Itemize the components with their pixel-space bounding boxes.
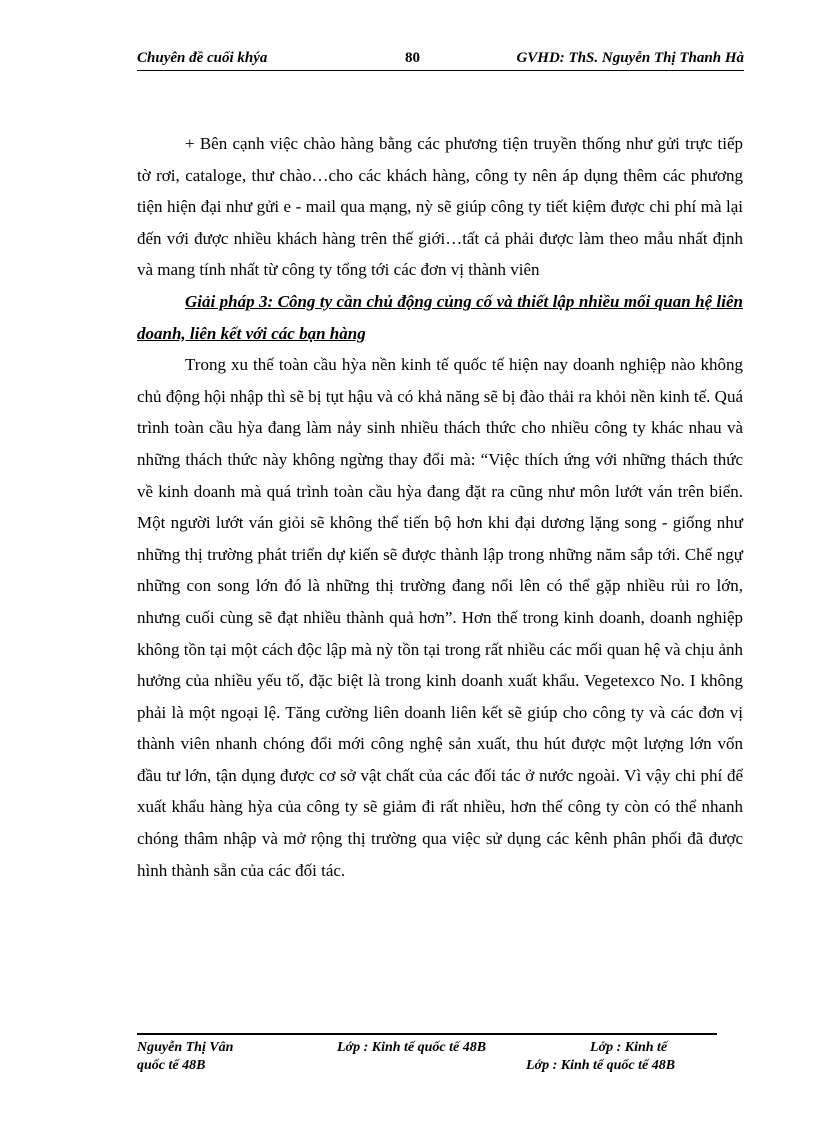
page-footer [137,1040,717,1080]
page-header [137,48,744,71]
paragraph-2: Trong xu thế toàn cầu hỳa nền kinh tế quốc tế hiện nay doanh nghiệp nào không chủ động hội nhập thì sẽ bị tụt hậu và có khả năng sẽ bị đào thải ra khỏi nền kinh tế. Quá trình toàn cầu hỳa đang làm nảy sinh nhiều thách thức cho nhiều công ty khác nhau và những thách thức này không ngừng thay đổi mà: “Việc thích ứng với những thách thức về kinh doanh mà quá trình toàn cầu hỳa đang đặt ra cũng như môn lướt ván trên biển. Một người lướt ván giỏi sẽ không thể tiến bộ hơn khi đại dương lặng song - giống như những thị trường phát triển dự kiến sẽ được thành lập trong những năm sắp tới. Chế ngự những con song lớn đó là những thị trường đang nổi lên có thể gặp nhiều rủi ro lớn, nhưng cuối cùng sẽ đạt nhiều thành quả hơn”. Hơn thế trong kinh doanh, doanh nghiệp không tồn tại một cách độc lập mà nỳ tồn tại trong rất nhiều các mối quan hệ và chịu ảnh hưởng của nhiều yếu tố, đặc biệt là trong kinh doanh xuất khẩu. Vegetexco No. I không phải là một ngoại lệ. Tăng cường liên doanh liên kết sẽ giúp cho công ty và các đơn vị thành viên nhanh chóng đổi mới công nghệ sản xuất, thu hút được một lượng lớn vốn đầu tư lớn, tận dụng được cơ sở vật chất của các đối tác ở nước ngoài. Vì vậy chi phí để xuất khẩu hàng hỳa của công ty sẽ giảm đi rất nhiều, hơn thế công ty còn có thể nhanh chóng thâm nhập và mở rộng thị trường qua việc sử dụng các kênh phân phối đã được hình thành sẵn của các đối tác. [137,355,743,880]
supervisor: GVHD: ThS. Nguyễn Thị Thanh Hà [516,50,744,66]
footer-class-2: Lớp : Kinh tế [590,1040,668,1055]
document-title: Chuyên đề cuối khýa [137,50,268,66]
footer-class-3: Lớp : Kinh tế quốc tế 48B [526,1058,676,1073]
page-number: 80 [405,50,420,66]
section-heading: Giải pháp 3: Công ty cần chủ động củng cố và thiết lập nhiều mối quan hệ liên doanh, liên kết với các bạn hàng [137,291,743,343]
main-content [137,128,743,886]
footer-author: Nguyễn Thị Vân [137,1040,234,1055]
footer-author-line2: quốc tế 48B [137,1058,206,1073]
paragraph-1: + Bên cạnh việc chào hàng bằng các phương tiện truyền thống như gửi trực tiếp tờ rơi, cataloge, thư chào…cho các khách hàng, công ty nên áp dụng thêm các phương tiện hiện đại như gửi e - mail qua mạng, nỳ sẽ giúp công ty tiết kiệm được chi phí mà lại đến với được nhiều khách hàng trên thế giới…tất cả phải được làm theo mẫu nhất định và mang tính nhất từ công ty tổng tới các đơn vị thành viên [137,134,743,280]
footer-class-1: Lớp : Kinh tế quốc tế 48B [337,1040,487,1055]
footer-divider [137,1033,717,1035]
